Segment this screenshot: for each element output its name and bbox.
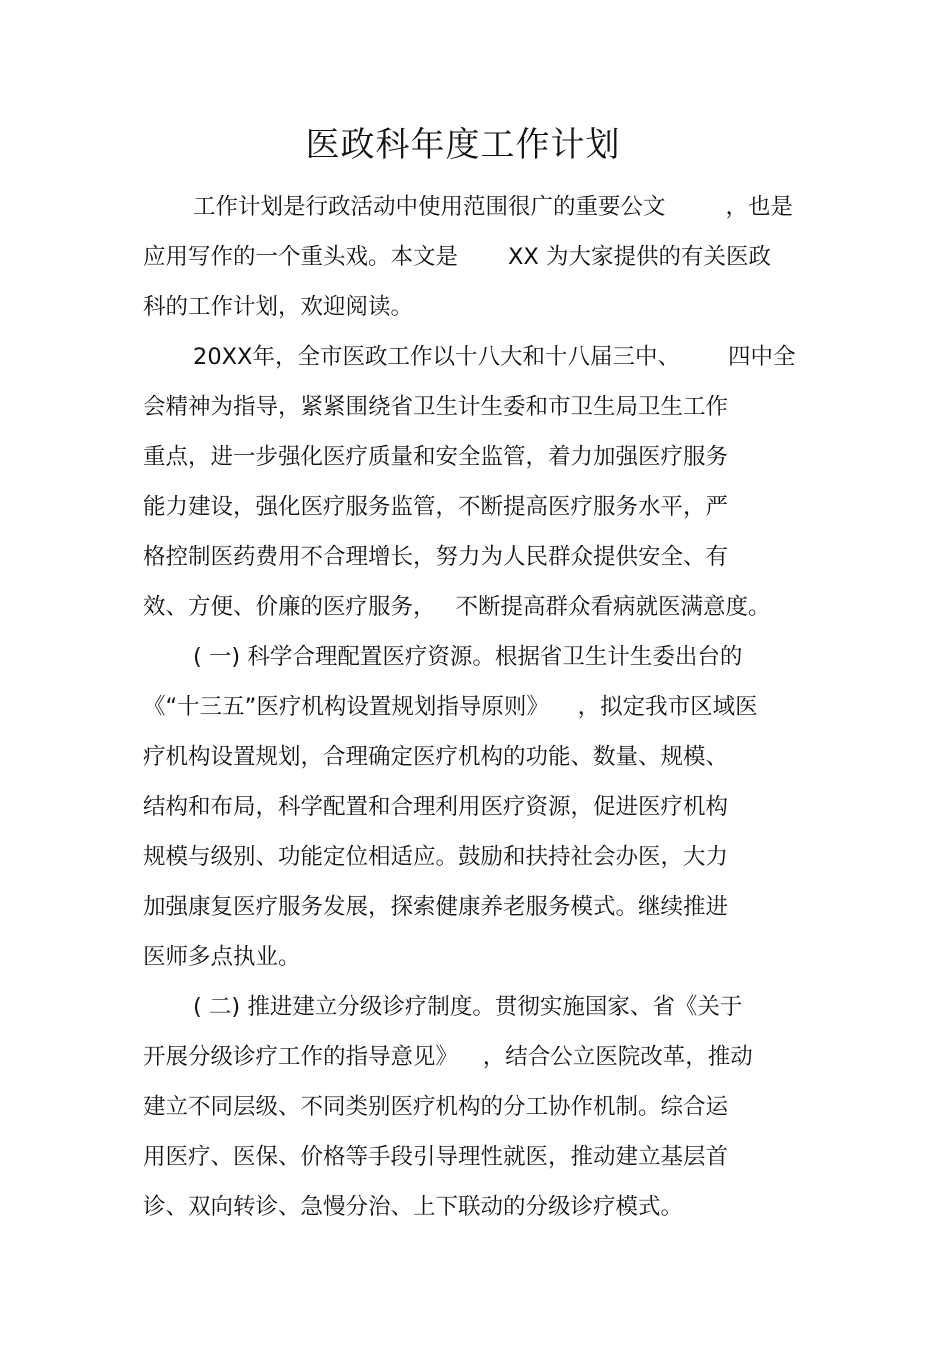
body-text-segment: 四中全: [727, 344, 796, 370]
body-text-segment: 重点，进一步强化医疗质量和安全监管，着力加强医疗服务: [143, 444, 729, 470]
body-text-segment: 建立不同层级、不同类别医疗机构的分工协作机制。综合运: [143, 1094, 729, 1120]
body-text-segment: ( 二) 推进建立分级诊疗制度。贯彻实施国家、省《关于: [193, 994, 743, 1020]
body-text-segment: 科的工作计划，欢迎阅读。: [143, 294, 414, 320]
body-line: [193, 337, 795, 377]
document-title: 医政科年度工作计划: [305, 125, 621, 165]
body-line: [143, 937, 301, 977]
body-line: [143, 687, 758, 727]
body-text-segment: 不断提高群众看病就医满意度。: [455, 594, 771, 620]
body-text-segment: 《“十三五”医疗机构设置规划指导原则》: [143, 694, 538, 720]
body-line: [143, 587, 771, 627]
body-text-segment: 规模与级别、功能定位相适应。鼓励和扶持社会办医，大力: [143, 844, 729, 870]
body-line: [143, 1037, 753, 1077]
body-line: [143, 737, 728, 777]
body-line: [143, 837, 728, 877]
body-text-segment: 效、方便、价廉的医疗服务，: [143, 594, 436, 620]
body-line: [143, 287, 413, 327]
body-text-segment: ，结合公立医院改革，推动: [482, 1044, 753, 1070]
body-line: [143, 1087, 728, 1127]
body-line: [143, 237, 771, 277]
body-text-segment: 能力建设，强化医疗服务监管，不断提高医疗服务水平，严: [143, 494, 729, 520]
body-text-segment: 诊、双向转诊、急慢分治、上下联动的分级诊疗模式。: [143, 1194, 684, 1220]
body-line: [193, 187, 793, 227]
body-text-segment: 结构和布局，科学配置和合理利用医疗资源，促进医疗机构: [143, 794, 729, 820]
body-text-segment: ( 一) 科学合理配置医疗资源。根据省卫生计生委出台的: [193, 644, 743, 670]
body-line: [143, 537, 728, 577]
body-text-segment: 用医疗、医保、价格等手段引导理性就医，推动建立基层首: [143, 1144, 729, 1170]
body-line: [193, 987, 742, 1027]
body-line: [143, 787, 728, 827]
body-line: [143, 1187, 683, 1227]
body-text-segment: XX 为大家提供的有关医政: [508, 244, 771, 270]
body-text-segment: 医师多点执业。: [143, 944, 301, 970]
body-text-segment: ，也是: [725, 194, 794, 220]
body-text-segment: 开展分级诊疗工作的指导意见》: [143, 1044, 447, 1070]
body-line: [193, 637, 742, 677]
body-line: [143, 887, 728, 927]
body-text-segment: 工作计划是行政活动中使用范围很广的重要公文: [193, 194, 666, 220]
body-line: [143, 437, 728, 477]
body-text-segment: 应用写作的一个重头戏。本文是: [143, 244, 459, 270]
body-text-segment: ，拟定我市区域医: [577, 694, 758, 720]
body-text-segment: 格控制医药费用不合理增长，努力为人民群众提供安全、有: [143, 544, 729, 570]
body-line: [143, 487, 728, 527]
body-line: [143, 1137, 728, 1177]
body-text-segment: 疗机构设置规划，合理确定医疗机构的功能、数量、规模、: [143, 744, 729, 770]
body-text-segment: 20XX年，全市医政工作以十八大和十八届三中、: [193, 344, 680, 370]
body-line: [143, 387, 728, 427]
body-text-segment: 会精神为指导，紧紧围绕省卫生计生委和市卫生局卫生工作: [143, 394, 729, 420]
body-text-segment: 加强康复医疗服务发展，探索健康养老服务模式。继续推进: [143, 894, 729, 920]
